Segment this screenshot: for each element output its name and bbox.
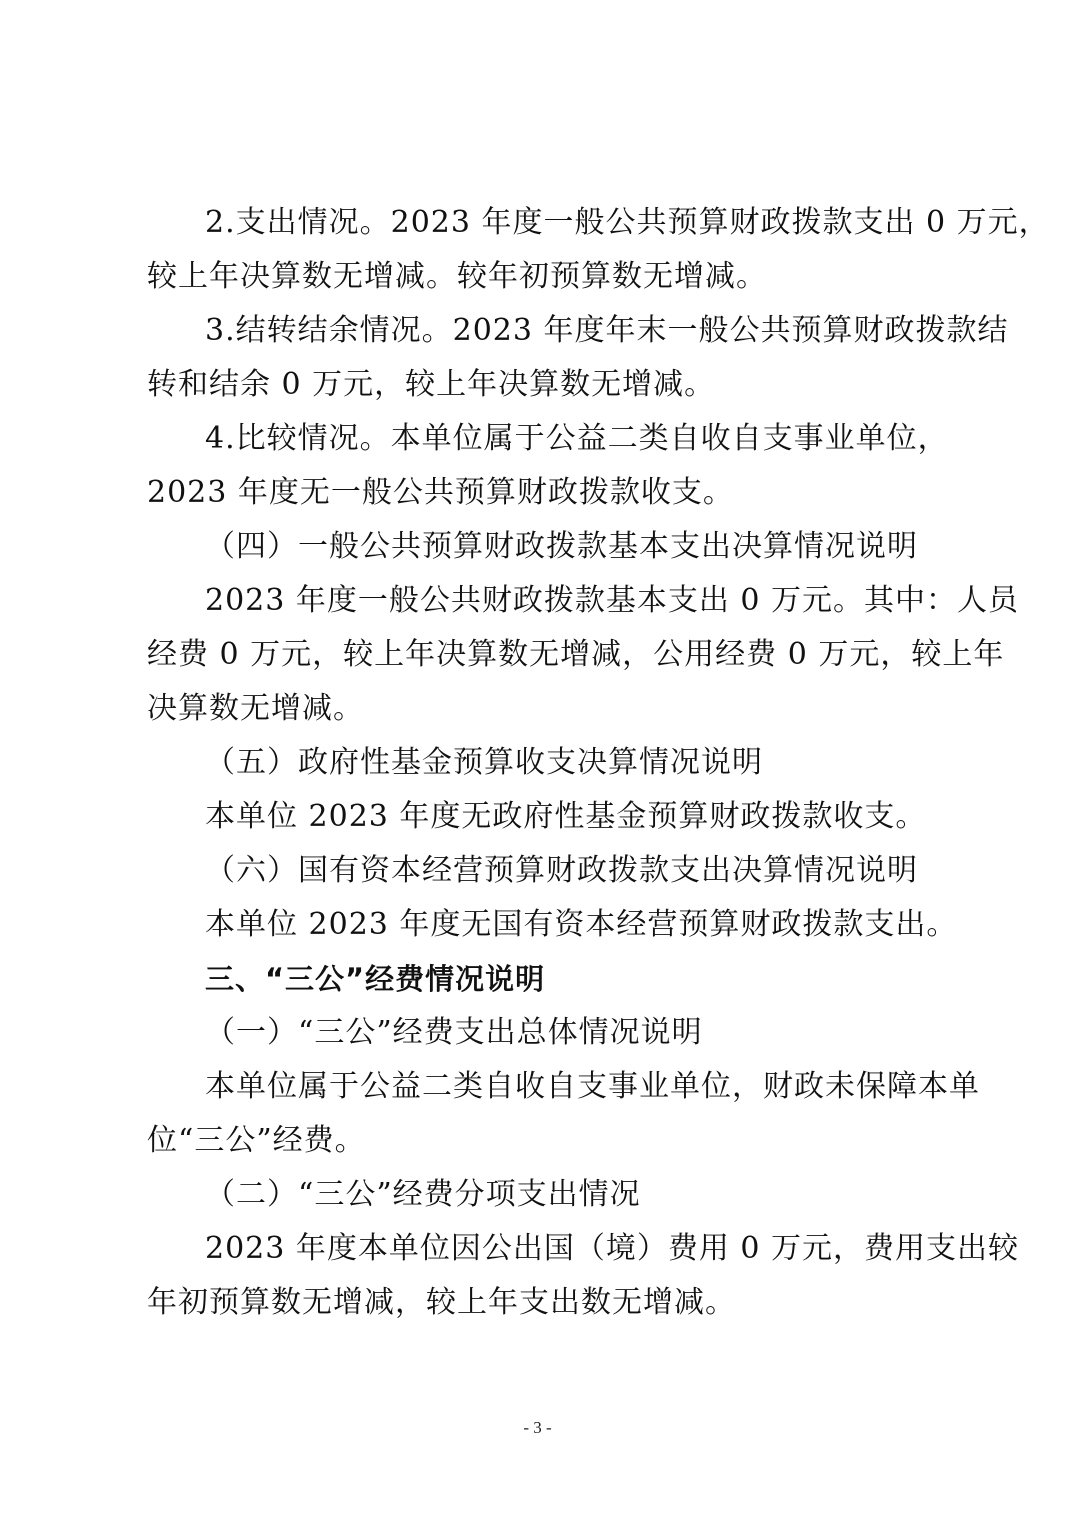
subsection-heading-1: （一）“三公”经费支出总体情况说明 — [205, 1015, 703, 1050]
paragraph-line: 2023 年度无一般公共预算财政拨款收支。 — [147, 475, 734, 510]
paragraph-line: 较上年决算数无增减。较年初预算数无增减。 — [147, 259, 767, 294]
paragraph-line: 本单位 2023 年度无国有资本经营预算财政拨款支出。 — [205, 907, 958, 942]
paragraph-line: 转和结余 0 万元，较上年决算数无增减。 — [147, 367, 716, 402]
paragraph-line: 决算数无增减。 — [147, 691, 364, 726]
paragraph-line: 经费 0 万元，较上年决算数无增减，公用经费 0 万元，较上年 — [147, 637, 1005, 672]
chapter-heading-3: 三、“三公”经费情况说明 — [205, 962, 546, 996]
paragraph-line: 2023 年度一般公共财政拨款基本支出 0 万元。其中：人员 — [205, 583, 1020, 618]
page-number: - 3 - — [523, 1418, 552, 1437]
paragraph-line: 2023 年度本单位因公出国（境）费用 0 万元，费用支出较 — [205, 1231, 1020, 1266]
paragraph-line: 本单位属于公益二类自收自支事业单位，财政未保障本单 — [205, 1069, 980, 1104]
paragraph-line: 4.比较情况。本单位属于公益二类自收自支事业单位， — [205, 421, 949, 456]
document-body — [147, 196, 1050, 1330]
paragraph-line: 本单位 2023 年度无政府性基金预算财政拨款收支。 — [205, 799, 927, 834]
paragraph-line: 位“三公”经费。 — [147, 1123, 366, 1158]
paragraph-line: 3.结转结余情况。2023 年度年末一般公共预算财政拨款结 — [205, 313, 1009, 348]
section-heading-5: （五）政府性基金预算收支决算情况说明 — [205, 745, 763, 780]
paragraph-line: 年初预算数无增减，较上年支出数无增减。 — [147, 1285, 736, 1320]
section-heading-6: （六）国有资本经营预算财政拨款支出决算情况说明 — [205, 853, 918, 888]
paragraph-line: 2.支出情况。2023 年度一般公共预算财政拨款支出 0 万元， — [205, 205, 1050, 240]
subsection-heading-2: （二）“三公”经费分项支出情况 — [205, 1177, 641, 1212]
section-heading-4: （四）一般公共预算财政拨款基本支出决算情况说明 — [205, 529, 918, 564]
